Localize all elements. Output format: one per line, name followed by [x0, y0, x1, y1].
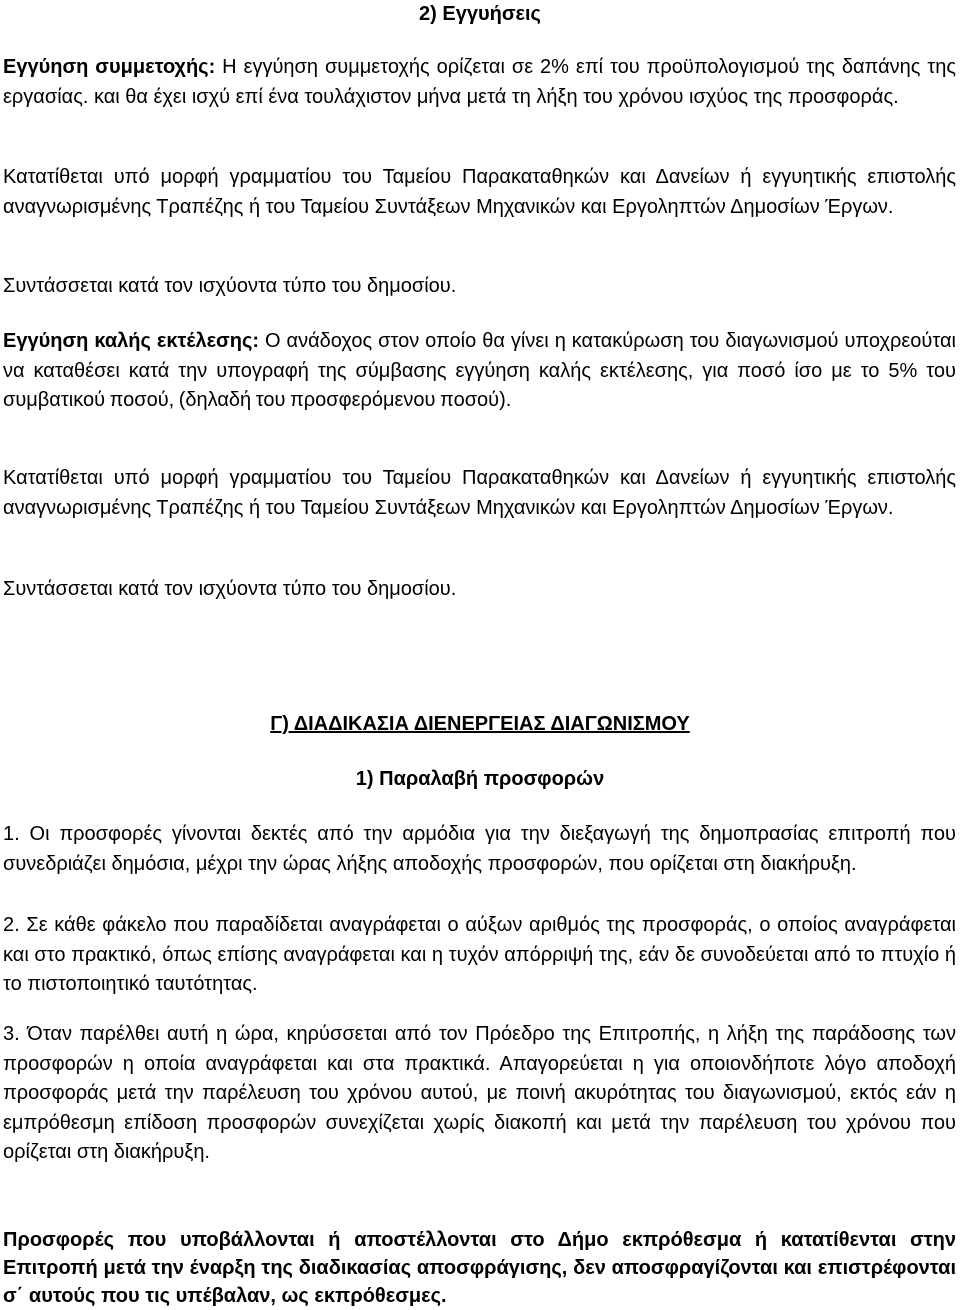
deposit-form-paragraph-1: Κατατίθεται υπό μορφή γραμματίου του Ταμείου Παρακαταθηκών και Δανείων ή εγγυητικής επιστολής αναγνωρισμένης Τραπέζης ή του Ταμείου Συντάξεων Μηχανικών και Εργοληπτών Δημοσίων Έργων. [3, 166, 956, 218]
participation-guarantee-paragraph [3, 53, 956, 112]
participation-guarantee-text: Η εγγύηση συμμετοχής ορίζεται σε 2% επί του προϋπολογισμού της δαπάνης της εργασίας. και θα έχει ισχύ επί ένα τουλάχιστον μήνα μετά τη λήξη του χρόνου ισχύος της προσφοράς. [3, 56, 956, 108]
deposit-form-paragraph-2: Κατατίθεται υπό μορφή γραμματίου του Ταμείου Παρακαταθηκών και Δανείων ή εγγυητικής επιστολής αναγνωρισμένης Τραπέζης ή του Ταμείου Συντάξεων Μηχανικών και Εργοληπτών Δημοσίων Έργων. [3, 467, 956, 519]
list-item-2: 2. Σε κάθε φάκελο που παραδίδεται αναγράφεται ο αύξων αριθμός της προσφοράς, ο οποίος αναγράφεται και στο πρακτικό, όπως επίσης αναγράφεται και η τυχόν απόρριψή της, εάν δε συνοδεύεται από το πτυχίο ή το πιστοποιητικό ταυτότητας. [3, 914, 956, 995]
list-item-3: 3. Όταν παρέλθει αυτή η ώρα, κηρύσσεται από τον Πρόεδρο της Επιτροπής, η λήξη της παράδοσης των προσφορών η οποία αναγράφεται και στα πρακτικά. Απαγορεύεται η για οποιονδήποτε λόγο αποδοχή προσφοράς μετά την παρέλευση του χρόνου αυτού, με ποινή ακυρότητας του διαγωνισμού, εκτός εάν η εμπρόθεσμη επίδοση προσφορών συνεχίζεται χωρίς διακοπή και μετά την παρέλευση του χρόνου που ορίζεται στη διακήρυξη. [3, 1023, 956, 1163]
drafted-paragraph-2: Συντάσσεται κατά τον ισχύοντα τύπο του δημοσίου. [3, 578, 457, 600]
participation-guarantee-label: Εγγύηση συμμετοχής: [3, 56, 216, 78]
performance-guarantee-paragraph [3, 327, 956, 416]
chapter-heading: Γ) ΔΙΑΔΙΚΑΣΙΑ ΔΙΕΝΕΡΓΕΙΑΣ ΔΙΑΓΩΝΙΣΜΟΥ [270, 713, 690, 735]
subsection-title: 1) Παραλαβή προσφορών [355, 768, 605, 790]
list-item-1: 1. Οι προσφορές γίνονται δεκτές από την αρμόδια για την διεξαγωγή της δημοπρασίας επιτροπή που συνεδριάζει δημόσια, μέχρι την ώρας λήξης αποδοχής προσφορών, που ορίζεται στη διακήρυξη. [3, 823, 956, 875]
performance-guarantee-text: Ο ανάδοχος στον οποίο θα γίνει η κατακύρωση του διαγωνισμού υποχρεούται να καταθέσει κατά την υπογραφή της σύμβασης εγγύηση καλής εκτέλεσης, για ποσό ίσο με το 5% του συμβατικού ποσού, (δηλαδή του προσφερόμενου ποσού). [3, 330, 956, 411]
drafted-paragraph-1: Συντάσσεται κατά τον ισχύοντα τύπο του δημοσίου. [3, 275, 457, 297]
performance-guarantee-label: Εγγύηση καλής εκτέλεσης: [3, 330, 260, 352]
closing-bold-paragraph: Προσφορές που υποβάλλονται ή αποστέλλονται στο Δήμο εκπρόθεσμα ή κατατίθενται στην Επιτροπή μετά την έναρξη της διαδικασίας αποσφράγισης, δεν αποσφραγίζονται και επιστρέφονται σ΄ αυτούς που τις υπέβαλαν, ως εκπρόθεσμες. [3, 1229, 956, 1307]
section-title: 2) Εγγυήσεις [419, 3, 541, 25]
